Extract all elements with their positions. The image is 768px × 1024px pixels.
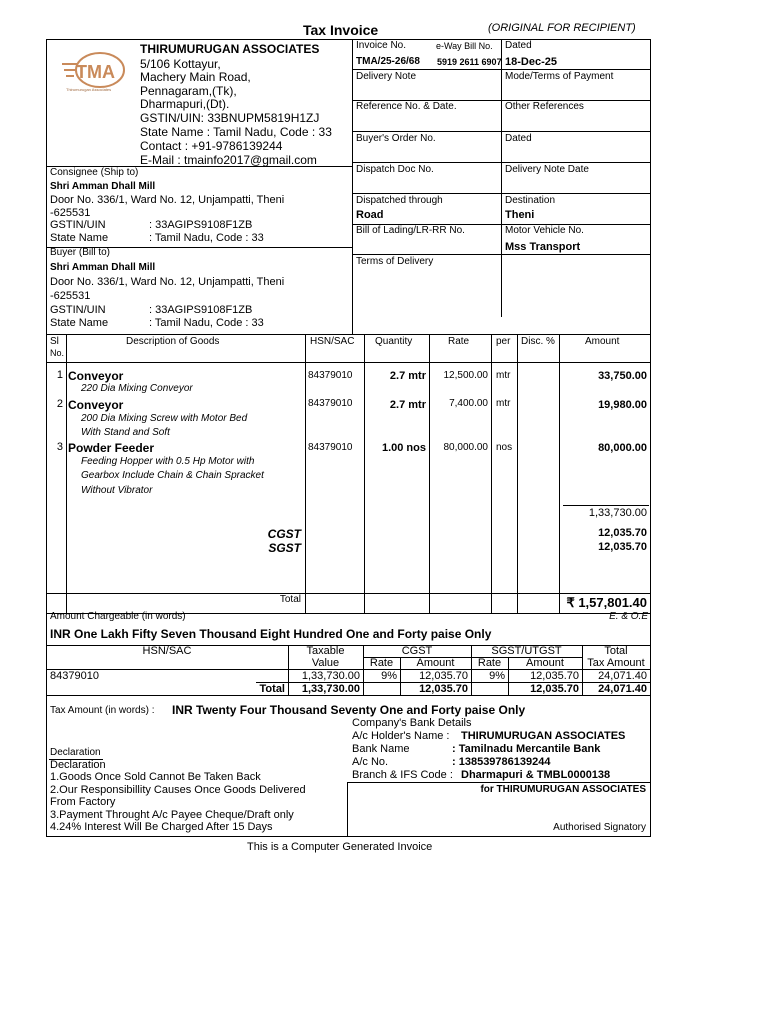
tax-sgst-rate-header: Rate bbox=[477, 657, 502, 669]
item-sl: 1 bbox=[56, 369, 63, 381]
dispatched-through-value: Road bbox=[356, 209, 384, 221]
col-sl: Sl bbox=[50, 336, 59, 347]
footer-note: This is a Computer Generated Invoice bbox=[247, 841, 433, 853]
amount-words-label: Amount Chargeable (in words) bbox=[50, 611, 186, 622]
authorised-signatory: Authorised Signatory bbox=[553, 822, 646, 833]
buyer-gstin-label: GSTIN/UIN bbox=[50, 304, 106, 316]
dispatched-through-label: Dispatched through bbox=[356, 195, 443, 206]
bank-holder-label: A/c Holder's Name : bbox=[352, 730, 450, 742]
destination-label: Destination bbox=[505, 195, 556, 206]
dated-label: Dated bbox=[505, 40, 532, 51]
item-rate: 12,500.00 bbox=[443, 370, 488, 381]
destination-value: Theni bbox=[505, 209, 535, 221]
item-per: mtr bbox=[496, 370, 511, 381]
buyer-order-label: Buyer's Order No. bbox=[356, 133, 436, 144]
bank-holder-value: THIRUMURUGAN ASSOCIATES bbox=[461, 730, 626, 742]
tax-cgst-amount-header: Amount bbox=[416, 657, 455, 669]
declaration-line: 3.Payment Throught A/c Payee Cheque/Draft only bbox=[50, 809, 294, 821]
tax-row-hsn: 84379010 bbox=[50, 670, 99, 682]
item-sl: 2 bbox=[56, 398, 63, 410]
tax-hsn-header: HSN/SAC bbox=[142, 645, 192, 657]
invoice-no: TMA/25-26/68 bbox=[356, 56, 420, 67]
delivery-note-date-label: Delivery Note Date bbox=[505, 164, 589, 175]
consignee-address-2: -625531 bbox=[50, 207, 91, 219]
item-sl: 3 bbox=[56, 441, 63, 453]
tax-words-label: Tax Amount (in words) : bbox=[50, 705, 155, 716]
tax-total-sgst: 12,035.70 bbox=[530, 683, 579, 695]
mode-terms-label: Mode/Terms of Payment bbox=[505, 71, 614, 82]
item-desc: Without Vibrator bbox=[81, 485, 153, 496]
tax-row-cgst-rate: 9% bbox=[381, 670, 397, 682]
item-amount: 33,750.00 bbox=[598, 370, 647, 382]
buyer-state: : Tamil Nadu, Code : 33 bbox=[149, 317, 264, 329]
consignee-label: Consignee (Ship to) bbox=[50, 167, 139, 178]
item-qty: 1.00 nos bbox=[381, 442, 426, 454]
declaration-line: 1.Goods Once Sold Cannot Be Taken Back bbox=[50, 771, 261, 783]
signature-for-line: for THIRUMURUGAN ASSOCIATES bbox=[480, 784, 646, 795]
col-rate: Rate bbox=[448, 336, 470, 347]
item-name: Conveyor bbox=[68, 369, 124, 383]
delivery-note-label: Delivery Note bbox=[356, 71, 417, 82]
item-per: nos bbox=[496, 442, 513, 453]
item-desc: Gearbox Include Chain & Chain Spracket bbox=[81, 470, 264, 481]
col-disc: Disc. % bbox=[521, 336, 555, 347]
item-hsn: 84379010 bbox=[308, 370, 353, 381]
tax-total-taxable: 1,33,730.00 bbox=[301, 683, 360, 695]
item-per: mtr bbox=[496, 398, 511, 409]
buyer-name: Shri Amman Dhall Mill bbox=[50, 262, 156, 273]
item-amount: 80,000.00 bbox=[598, 442, 647, 454]
seller-state: State Name : Tamil Nadu, Code : 33 bbox=[140, 125, 332, 139]
consignee-gstin-label: GSTIN/UIN bbox=[50, 219, 106, 231]
consignee-state: : Tamil Nadu, Code : 33 bbox=[149, 232, 264, 244]
seller-email: E-Mail : tmainfo2017@gmail.com bbox=[140, 153, 317, 167]
bank-name-value: : Tamilnadu Mercantile Bank bbox=[452, 743, 601, 755]
cgst-amount: 12,035.70 bbox=[598, 527, 647, 539]
seller-gstin: GSTIN/UIN: 33BNUPM5819H1ZJ bbox=[140, 111, 320, 125]
eway-no: 5919 2611 6907 bbox=[437, 57, 502, 67]
total-label: Total bbox=[279, 594, 301, 605]
grand-total: ₹ 1,57,801.40 bbox=[566, 595, 647, 610]
tax-total-cgst: 12,035.70 bbox=[419, 683, 468, 695]
item-desc: 200 Dia Mixing Screw with Motor Bed bbox=[81, 413, 248, 424]
bank-acno-label: A/c No. bbox=[352, 756, 389, 768]
seller-address-2: Machery Main Road, bbox=[140, 70, 251, 84]
dated-value: 18-Dec-25 bbox=[505, 56, 557, 68]
other-references-label: Other References bbox=[505, 101, 584, 112]
eway-label: e-Way Bill No. bbox=[436, 41, 493, 51]
item-qty: 2.7 mtr bbox=[389, 370, 426, 382]
bank-acno-value: : 138539786139244 bbox=[452, 756, 551, 768]
svg-text:Thirumurugan Associates: Thirumurugan Associates bbox=[66, 87, 112, 92]
declaration-line: 4.24% Interest Will Be Charged After 15 Days bbox=[50, 821, 273, 833]
amount-in-words: INR One Lakh Fifty Seven Thousand Eight Hundred One and Forty paise Only bbox=[50, 627, 492, 641]
tax-total-header: Total bbox=[604, 645, 628, 657]
col-no: No. bbox=[50, 348, 65, 358]
seller-contact: Contact : +91-9786139244 bbox=[140, 139, 283, 153]
declaration-label: Declaration bbox=[50, 747, 101, 758]
buyer-label: Buyer (Bill to) bbox=[50, 247, 111, 258]
tax-row-total: 24,071.40 bbox=[598, 670, 647, 682]
buyer-address-1: Door No. 336/1, Ward No. 12, Unjampatti, Theni bbox=[50, 276, 285, 288]
tax-sgst-header: SGST/UTGST bbox=[491, 645, 562, 657]
col-amount: Amount bbox=[585, 336, 620, 347]
cgst-label: CGST bbox=[267, 527, 301, 541]
tax-row-cgst-amount: 12,035.70 bbox=[419, 670, 468, 682]
copy-label: (ORIGINAL FOR RECIPIENT) bbox=[488, 22, 636, 34]
item-rate: 80,000.00 bbox=[443, 442, 488, 453]
item-name: Powder Feeder bbox=[68, 441, 155, 455]
declaration-line: From Factory bbox=[50, 796, 116, 808]
buyer-address-2: -625531 bbox=[50, 290, 91, 302]
tax-total-amount-header: Tax Amount bbox=[587, 657, 645, 669]
invoice-no-label: Invoice No. bbox=[356, 40, 407, 51]
buyer-state-label: State Name bbox=[50, 317, 109, 329]
bank-heading: Company's Bank Details bbox=[352, 717, 472, 729]
consignee-state-label: State Name bbox=[50, 232, 109, 244]
svg-text:TMA: TMA bbox=[76, 62, 115, 82]
tax-total-total: 24,071.40 bbox=[598, 683, 647, 695]
tax-taxable-header: Taxable bbox=[306, 645, 345, 657]
col-description: Description of Goods bbox=[126, 336, 220, 347]
item-desc: 220 Dia Mixing Conveyor bbox=[81, 383, 193, 394]
dispatch-doc-label: Dispatch Doc No. bbox=[356, 164, 434, 175]
bank-name-label: Bank Name bbox=[352, 743, 410, 755]
tax-sgst-amount-header: Amount bbox=[526, 657, 564, 669]
subtotal: 1,33,730.00 bbox=[588, 507, 647, 519]
consignee-address-1: Door No. 336/1, Ward No. 12, Unjampatti, Theni bbox=[50, 194, 285, 206]
sgst-amount: 12,035.70 bbox=[598, 541, 647, 553]
dated2-label: Dated bbox=[505, 133, 532, 144]
tax-row-taxable: 1,33,730.00 bbox=[301, 670, 360, 682]
tax-cgst-rate-header: Rate bbox=[369, 657, 394, 669]
declaration-line: 2.Our Responsibillity Causes Once Goods Delivered bbox=[50, 784, 306, 796]
item-desc: With Stand and Soft bbox=[81, 427, 170, 438]
tax-value-header: Value bbox=[311, 657, 340, 669]
seller-name: THIRUMURUGAN ASSOCIATES bbox=[140, 42, 320, 56]
item-desc: Feeding Hopper with 0.5 Hp Motor with bbox=[81, 456, 255, 467]
item-name: Conveyor bbox=[68, 398, 124, 412]
company-logo bbox=[58, 50, 128, 94]
bank-branch-label: Branch & IFS Code : bbox=[352, 769, 453, 781]
seller-address-4: Dharmapuri,(Dt). bbox=[140, 97, 230, 111]
sgst-label: SGST bbox=[268, 541, 301, 555]
seller-address-3: Pennagaram,(Tk), bbox=[140, 84, 237, 98]
tax-cgst-header: CGST bbox=[401, 645, 433, 657]
item-hsn: 84379010 bbox=[308, 398, 353, 409]
col-hsn: HSN/SAC bbox=[310, 336, 355, 347]
declaration-heading: Declaration bbox=[50, 759, 106, 771]
consignee-gstin: : 33AGIPS9108F1ZB bbox=[149, 219, 253, 231]
tax-in-words: INR Twenty Four Thousand Seventy One and Forty paise Only bbox=[172, 703, 526, 717]
tax-row-sgst-rate: 9% bbox=[489, 670, 505, 682]
terms-delivery-label: Terms of Delivery bbox=[356, 256, 434, 267]
tax-row-sgst-amount: 12,035.70 bbox=[530, 670, 579, 682]
reference-label: Reference No. & Date. bbox=[356, 101, 457, 112]
seller-address-1: 5/106 Kottayur, bbox=[140, 57, 221, 71]
item-qty: 2.7 mtr bbox=[389, 399, 426, 411]
consignee-name: Shri Amman Dhall Mill bbox=[50, 181, 156, 192]
eoe-label: E. & O.E bbox=[609, 611, 648, 622]
col-per: per bbox=[496, 336, 511, 347]
item-amount: 19,980.00 bbox=[598, 399, 647, 411]
item-hsn: 84379010 bbox=[308, 442, 353, 453]
tax-total-label: Total bbox=[259, 683, 285, 695]
buyer-gstin: : 33AGIPS9108F1ZB bbox=[149, 304, 253, 316]
motor-vehicle-label: Motor Vehicle No. bbox=[505, 225, 584, 236]
bank-branch-value: Dharmapuri & TMBL0000138 bbox=[461, 769, 611, 781]
bill-of-lading-label: Bill of Lading/LR-RR No. bbox=[356, 225, 465, 236]
invoice-title: Tax Invoice bbox=[303, 22, 379, 38]
item-rate: 7,400.00 bbox=[449, 398, 488, 409]
motor-vehicle-value: Mss Transport bbox=[505, 241, 581, 253]
col-quantity: Quantity bbox=[375, 336, 413, 347]
